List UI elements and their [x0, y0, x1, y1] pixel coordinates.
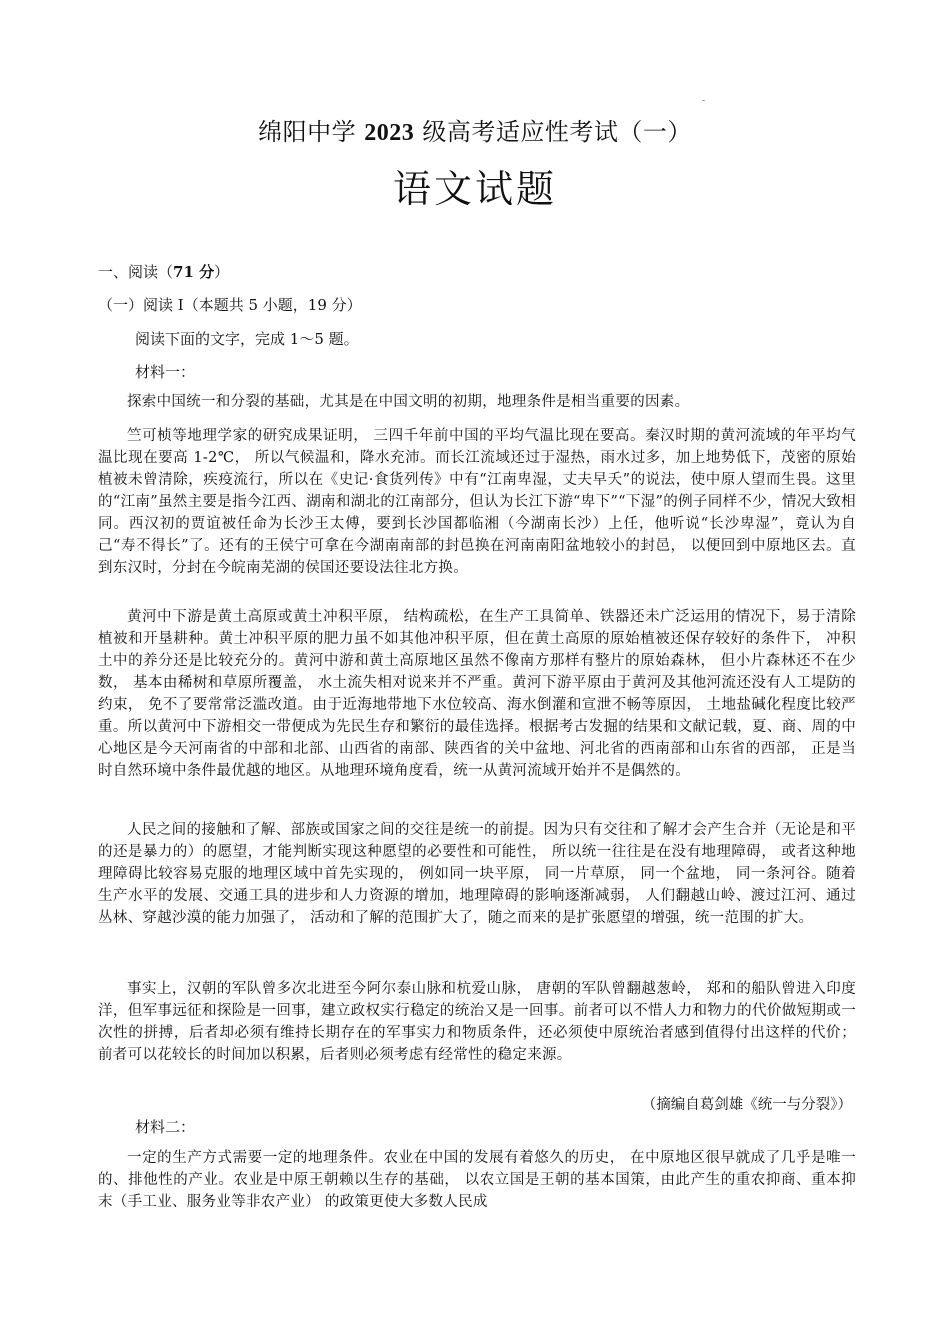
title-rest: 级高考适应性考试（一）: [414, 118, 692, 146]
paragraph-5: 事实上，汉朝的军队曾多次北进至今阿尔泰山脉和杭爱山脉， 唐朝的军队曾翻越葱岭， 郑和的船队曾进入印度洋，但军事远征和探险是一回事，建立政权实行稳定的统治又是一回事。前者可以不惜人力和物力的代价做短期或一次性的拼搏，后者却必须有维持长期存在的军事实力和物质条件，还必须使中原统治者感到值得付出这样的代价； 前者可以花较长的时间加以积累，后者则必须考虑有经常性的稳定来源。: [98, 981, 856, 1063]
subsection-heading: （一）阅读 Ⅰ（本题共 5 小题，19 分）: [98, 296, 362, 314]
section-heading: [98, 261, 229, 283]
material1-source: （摘编自葛剑雄《统一与分裂》）: [641, 1097, 852, 1113]
paragraph-4: 人民之间的接触和了解、部族或国家之间的交往是统一的前提。因为只有交往和了解才会产生合并（无论是和平的还是暴力的）的愿望，才能判断实现这种愿望的必要性和可能性， 所以统一往往是在没有地理障碍， 或者这种地理障碍比较容易克服的地理区域中首先实现的， 例如同一块平原， 同一片草原， 同一个盆地， 同一条河谷。随着生产水平的发展、交通工具的进步和人力资源的增加，地理障碍的影响逐渐减弱， 人们翻越山岭、渡过江河、通过丛林、穿越沙漠的能力加强了， 活动和了解的范围扩大了，随之而来的是扩张愿望的增强，统一范围的扩大。: [98, 822, 856, 926]
material2-paragraph: 一定的生产方式需要一定的地理条件。农业在中国的发展有着悠久的历史， 在中原地区很早就成了几乎是唯一的、排他性的产业。农业是中原王朝赖以生存的基础， 以农立国是王朝的基本国策，由此产生的重农抑商、重本抑末（手工业、服务业等非农产业） 的政策更使大多数人民成: [98, 1150, 856, 1210]
paragraph-3: 黄河中下游是黄土高原或黄土冲积平原， 结构疏松，在生产工具简单、铁器还未广泛运用的情况下，易于清除植被和开垦耕种。黄土冲积平原的肥力虽不如其他冲积平原，但在黄土高原的原始植被还保存较好的条件下， 冲积土中的养分还是比较充分的。黄河中游和黄土高原地区虽然不像南方那样有整片的原始森林， 但小片森林还不在少数， 基本由稀树和草原所覆盖， 水土流失相对说来并不严重。黄河下游平原由于黄河及其他河流还没有人工堤防的约束， 免不了要常常泛滥改道。由于近海地带地下水位较高、海水倒灌和宣泄不畅等原因， 土地盐碱化程度比较严重。所以黄河中下游相交一带便成为先民生存和繁衍的最佳选择。根据考古发掘的结果和文献记载，夏、商、周的中心地区是今天河南省的中部和北部、山西省的南部、陕西省的关中盆地、河北省的西南部和山东省的西部， 正是当时自然环境中条件最优越的地区。从地理环境角度看，统一从黄河流域开始并不是偶然的。: [98, 609, 856, 779]
title-school: 绵阳中学: [258, 118, 365, 146]
title-year: 2023: [364, 120, 415, 146]
exam-title: [0, 112, 950, 147]
section-heading-score: 71 分: [173, 263, 215, 281]
section-heading-prefix: 一、阅读（: [98, 263, 174, 281]
material1-label: 材料一：: [135, 363, 196, 381]
material2-label: 材料二：: [135, 1118, 196, 1136]
paragraph-1: 探索中国统一和分裂的基础，尤其是在中国文明的初期，地理条件是相当重要的因素。: [127, 394, 690, 410]
page-mark: -: [702, 96, 706, 106]
instruction-text: 阅读下面的文字，完成 1～5 题。: [135, 330, 359, 348]
paragraph-2: 竺可桢等地理学家的研究成果证明， 三四千年前中国的平均气温比现在要高。秦汉时期的黄河流域的年平均气温比现在要高 1-2℃， 所以气候温和，降水充沛。而长江流域还过于湿热，雨水过多，加上地势低下，茂密的原始植被未曾清除，疾疫流行，所以在《史记·食货列传》中有“江南卑湿，丈夫早夭”的说法，使中原人望而生畏。这里的“江南”虽然主要是指今江西、湖南和湖北的江南部分，但认为长江下游“卑下”“下湿”的例子同样不少，情况大致相同。西汉初的贾谊被任命为长沙王太傅，要到长沙国都临湘（今湖南长沙）上任，他听说“长沙卑湿”，竟认为自己“寿不得长”了。还有的王侯宁可拿在今湖南南部的封邑换在河南南阳盆地较小的封邑， 以便回到中原地区去。直到东汉时，分封在今皖南芜湖的侯国还要设法往北方换。: [98, 428, 856, 576]
section-heading-suffix: ）: [214, 263, 230, 281]
exam-subtitle: 语文试题: [392, 167, 557, 211]
